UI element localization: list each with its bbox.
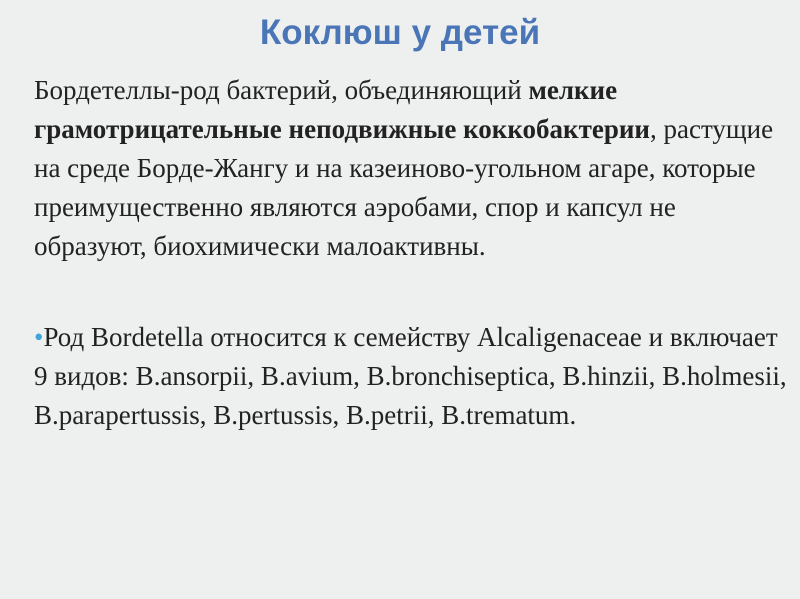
bullet-marker: • bbox=[34, 322, 44, 352]
bullet-text: Род Bordetella относится к семейству Alcaligenaceae и включает 9 видов: B.ansorpii, B.avium, B.bronchiseptica, B.hinzii, B.holmesii, B.parapertussis, B.pertussis, B.petrii, B.trematum. bbox=[34, 322, 787, 430]
slide-title: Коклюш у детей bbox=[259, 13, 541, 52]
intro-tail: , растущие на среде Борде-Жангу и на казеиново-угольном агаре, которые преимущественно являются аэробами, спор и капсул не образуют, биохимически малоактивны. bbox=[34, 114, 774, 261]
intro-bold: мелкие грамотрицательные неподвижные коккобактерии bbox=[34, 75, 650, 144]
intro-paragraph bbox=[34, 71, 779, 266]
intro-lead: Бордетеллы-род бактерий, объединяющий bbox=[34, 75, 529, 105]
bullet-item bbox=[34, 318, 794, 435]
